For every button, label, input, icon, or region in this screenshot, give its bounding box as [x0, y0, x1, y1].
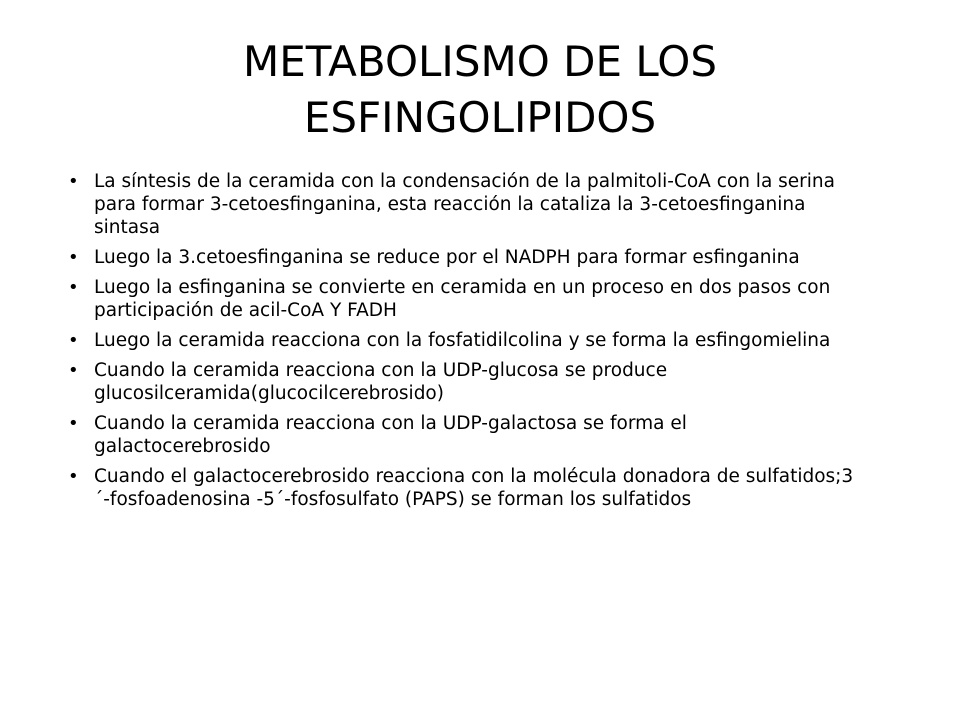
slide-title-line-2: ESFINGOLIPIDOS: [303, 93, 657, 142]
slide-title: [60, 34, 900, 146]
bullet-point-icon: •: [68, 277, 79, 298]
bullet-text: Cuando la ceramida reacciona con la UDP-glucosa se produce glucosilceramida(glucocilcerebrosido): [94, 360, 668, 404]
slide-title-line-1: METABOLISMO DE LOS: [243, 37, 717, 86]
bullet-text: Cuando el galactocerebrosido reacciona con la molécula donadora de sulfatidos;3´-fosfoadenosina -5´-fosfosulfato (PAPS) se forman los sulfatidos: [94, 466, 854, 510]
bullet-item: [68, 359, 868, 405]
bullet-item: [68, 246, 868, 269]
bullet-point-icon: •: [68, 247, 79, 268]
bullet-item: [68, 170, 868, 239]
bullet-item: [68, 412, 868, 458]
bullet-point-icon: •: [68, 466, 79, 487]
bullet-text: La síntesis de la ceramida con la condensación de la palmitoli-CoA con la serina para formar 3-cetoesfinganina, esta reacción la cataliza la 3-cetoesfinganina sintasa: [94, 171, 835, 238]
bullet-item: [68, 329, 868, 352]
bullet-text: Luego la 3.cetoesfinganina se reduce por el NADPH para formar esfinganina: [94, 247, 800, 268]
bullet-item: [68, 276, 868, 322]
bullet-point-icon: •: [68, 413, 79, 434]
bullet-text: Luego la esfinganina se convierte en ceramida en un proceso en dos pasos con participación de acil-CoA Y FADH: [94, 277, 831, 321]
bullet-text: Cuando la ceramida reacciona con la UDP-galactosa se forma el galactocerebrosido: [94, 413, 687, 457]
bullet-point-icon: •: [68, 360, 79, 381]
bullet-point-icon: •: [68, 330, 79, 351]
bullet-point-icon: •: [68, 171, 79, 192]
bullet-item: [68, 465, 868, 511]
bullet-text: Luego la ceramida reacciona con la fosfatidilcolina y se forma la esfingomielina: [94, 330, 831, 351]
bullet-list: [68, 170, 868, 518]
